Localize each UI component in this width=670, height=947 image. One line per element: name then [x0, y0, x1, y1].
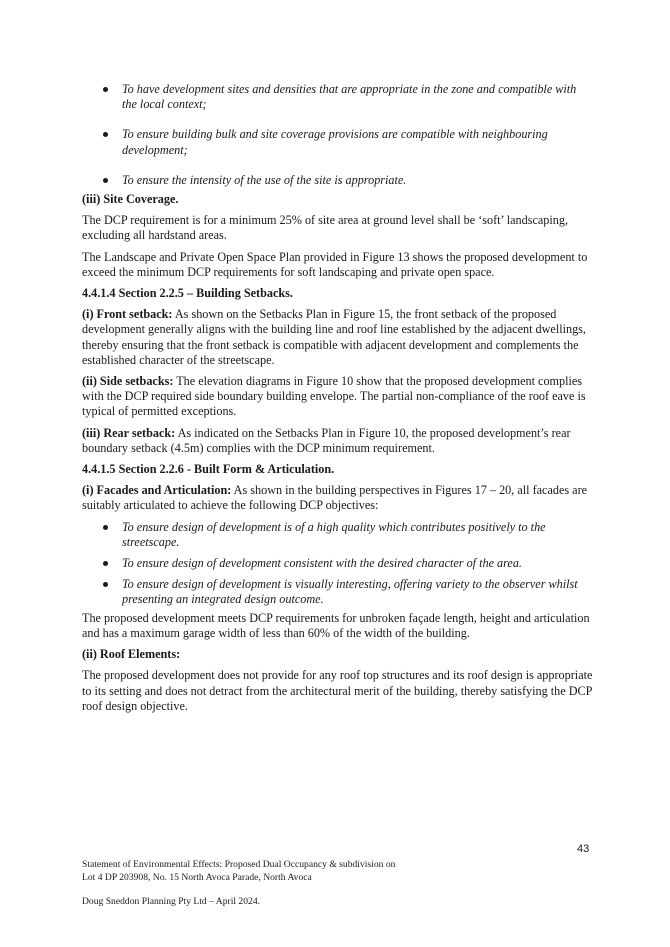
front-setback-label: (i) Front setback:	[82, 307, 173, 322]
bullet-icon	[103, 87, 108, 92]
bullet-icon	[103, 561, 108, 566]
page-body	[82, 82, 594, 720]
footer-spacer	[82, 884, 395, 895]
objectives-list-top	[82, 82, 594, 188]
list-item: To ensure design of development is of a high quality which contributes positively to the streetscape.	[82, 520, 594, 550]
site-coverage-paragraph-1: The DCP requirement is for a minimum 25% of site area at ground level shall be ‘soft’ landscaping, excluding all hardstand areas.	[82, 213, 569, 243]
bullet-icon	[103, 525, 108, 530]
facades-label: (i) Facades and Articulation:	[82, 483, 232, 498]
site-coverage-paragraph-2: The Landscape and Private Open Space Plan provided in Figure 13 shows the proposed development to exceed the minimum DCP requirements for soft landscaping and private open space.	[82, 249, 588, 279]
facades-paragraph: (i) Facades and Articulation: As shown in the building perspectives in Figures 17 – 20, all facades are suitably articulated to achieve the following DCP objectives:	[82, 483, 588, 513]
front-setback-paragraph: (i) Front setback: As shown on the Setbacks Plan in Figure 15, the front setback of the proposed development generally aligns with the building line and roof line established by the adjacent dwellings, thereby ensuring that the front setback is compatible with adjacent development and complements the established character of the streetscape.	[82, 307, 586, 367]
page-number: 43	[577, 843, 590, 855]
bullet-icon	[103, 178, 108, 183]
bullet-icon	[103, 132, 108, 137]
roof-elements-paragraph: The proposed development does not provide for any roof top structures and its roof design is appropriate to its setting and does not detract from the architectural merit of the building, thereby satisfying the DCP roof design objective.	[82, 668, 593, 713]
bullet-icon	[103, 582, 108, 587]
footer-line: Statement of Environmental Effects: Proposed Dual Occupancy & subdivision on	[82, 859, 396, 870]
list-item: To ensure design of development is visually interesting, offering variety to the observer whilst presenting an integrated design outcome.	[82, 577, 594, 607]
list-item: To ensure design of development consistent with the desired character of the area.	[82, 556, 594, 571]
setbacks-heading: 4.4.1.4 Section 2.2.5 – Building Setbacks.	[82, 286, 293, 301]
rear-setback-paragraph: (iii) Rear setback: As indicated on the Setbacks Plan in Figure 10, the proposed development’s rear boundary setback (4.5m) complies with the DCP minimum requirement.	[82, 425, 571, 455]
facade-requirements-paragraph: The proposed development meets DCP requirements for unbroken façade length, height and articulation and has a maximum garage width of less than 60% of the width of the building.	[82, 610, 590, 640]
objectives-list-built-form	[82, 520, 594, 608]
footer-line: Doug Sneddon Planning Pty Ltd – April 2024.	[82, 896, 261, 907]
rear-setback-label: (iii) Rear setback:	[82, 425, 176, 440]
list-item: To have development sites and densities that are appropriate in the zone and compatible with the local context;	[82, 82, 594, 112]
site-coverage-heading: (iii) Site Coverage.	[82, 192, 179, 207]
built-form-heading: 4.4.1.5 Section 2.2.6 - Built Form & Articulation.	[82, 462, 335, 477]
side-setback-label: (ii) Side setbacks:	[82, 374, 174, 389]
list-item: To ensure the intensity of the use of the site is appropriate.	[82, 173, 594, 188]
side-setback-paragraph: (ii) Side setbacks: The elevation diagrams in Figure 10 show that the proposed development complies with the DCP required side boundary building envelope. The partial non-compliance of the roof eave is typical of permitted exceptions.	[82, 374, 586, 419]
list-item: To ensure building bulk and site coverage provisions are compatible with neighbouring development;	[82, 127, 594, 157]
footer-line: Lot 4 DP 203908, No. 15 North Avoca Parade, North Avoca	[82, 872, 312, 883]
roof-elements-heading: (ii) Roof Elements:	[82, 647, 181, 662]
page-footer	[82, 858, 395, 908]
